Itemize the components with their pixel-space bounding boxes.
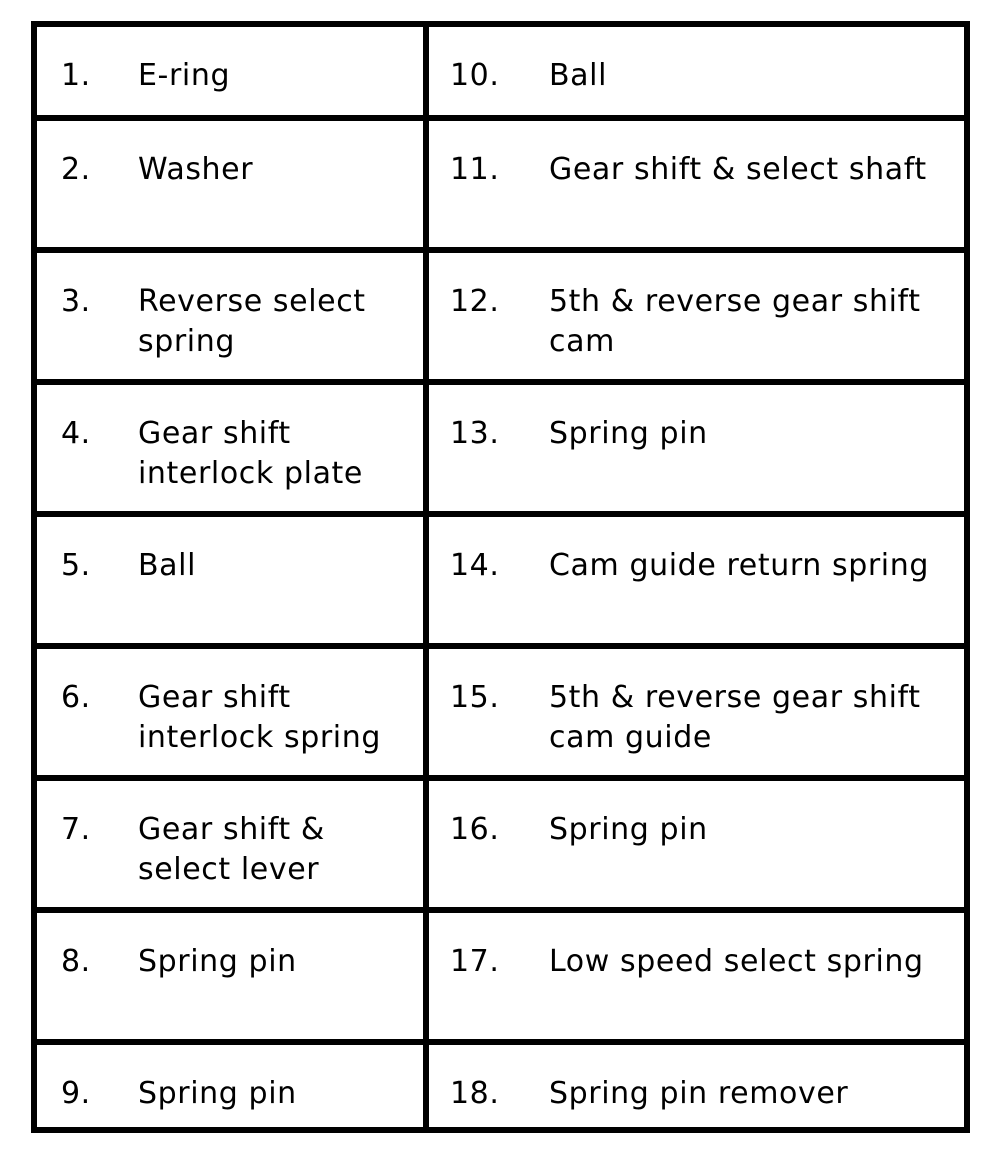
part-name: Washer (138, 152, 254, 187)
part-cell (426, 778, 967, 910)
part-name: Ball (138, 548, 197, 583)
part-name: 5th & reverse gear shift cam (549, 284, 921, 359)
part-number: 5. (61, 548, 91, 583)
part-cell (426, 514, 967, 646)
part-number: 1. (61, 58, 91, 93)
part-number: 17. (450, 944, 500, 979)
part-cell (426, 910, 967, 1042)
part-number: 6. (61, 680, 91, 715)
table-row (34, 382, 967, 514)
table-row (34, 778, 967, 910)
part-cell (426, 646, 967, 778)
part-number: 10. (450, 58, 500, 93)
part-cell (426, 382, 967, 514)
part-number: 16. (450, 812, 500, 847)
part-number: 9. (61, 1076, 91, 1111)
part-name: Low speed select spring (549, 944, 924, 979)
table-row (34, 118, 967, 250)
part-cell (34, 382, 426, 514)
part-cell (34, 24, 426, 118)
part-name: Gear shift interlock spring (138, 680, 381, 755)
table-row (34, 646, 967, 778)
part-number: 13. (450, 416, 500, 451)
part-cell (426, 118, 967, 250)
table-row (34, 1042, 967, 1130)
part-number: 15. (450, 680, 500, 715)
part-number: 11. (450, 152, 500, 187)
part-number: 18. (450, 1076, 500, 1111)
table-row (34, 910, 967, 1042)
part-number: 2. (61, 152, 91, 187)
part-name: 5th & reverse gear shift cam guide (549, 680, 921, 755)
part-number: 12. (450, 284, 500, 319)
part-number: 8. (61, 944, 91, 979)
part-cell (426, 250, 967, 382)
part-cell (34, 514, 426, 646)
part-name: Gear shift & select lever (138, 812, 325, 887)
part-name: Gear shift & select shaft (549, 152, 927, 187)
part-number: 3. (61, 284, 91, 319)
part-name: Spring pin remover (549, 1076, 849, 1111)
part-number: 4. (61, 416, 91, 451)
part-cell (34, 1042, 426, 1130)
part-cell (34, 778, 426, 910)
part-name: Gear shift interlock plate (138, 416, 363, 491)
part-name: Spring pin (549, 416, 708, 451)
part-name: Ball (549, 58, 608, 93)
table-row (34, 24, 967, 118)
part-number: 14. (450, 548, 500, 583)
part-cell (34, 646, 426, 778)
part-name: E-ring (138, 58, 231, 93)
table-row (34, 514, 967, 646)
part-cell (426, 24, 967, 118)
part-name: Spring pin (138, 1076, 297, 1111)
part-cell (34, 250, 426, 382)
part-cell (34, 118, 426, 250)
table-row (34, 250, 967, 382)
parts-list-table (31, 21, 970, 1133)
part-name: Spring pin (549, 812, 708, 847)
part-number: 7. (61, 812, 91, 847)
part-cell (34, 910, 426, 1042)
part-name: Spring pin (138, 944, 297, 979)
part-name: Cam guide return spring (549, 548, 929, 583)
part-cell (426, 1042, 967, 1130)
part-name: Reverse select spring (138, 284, 366, 359)
